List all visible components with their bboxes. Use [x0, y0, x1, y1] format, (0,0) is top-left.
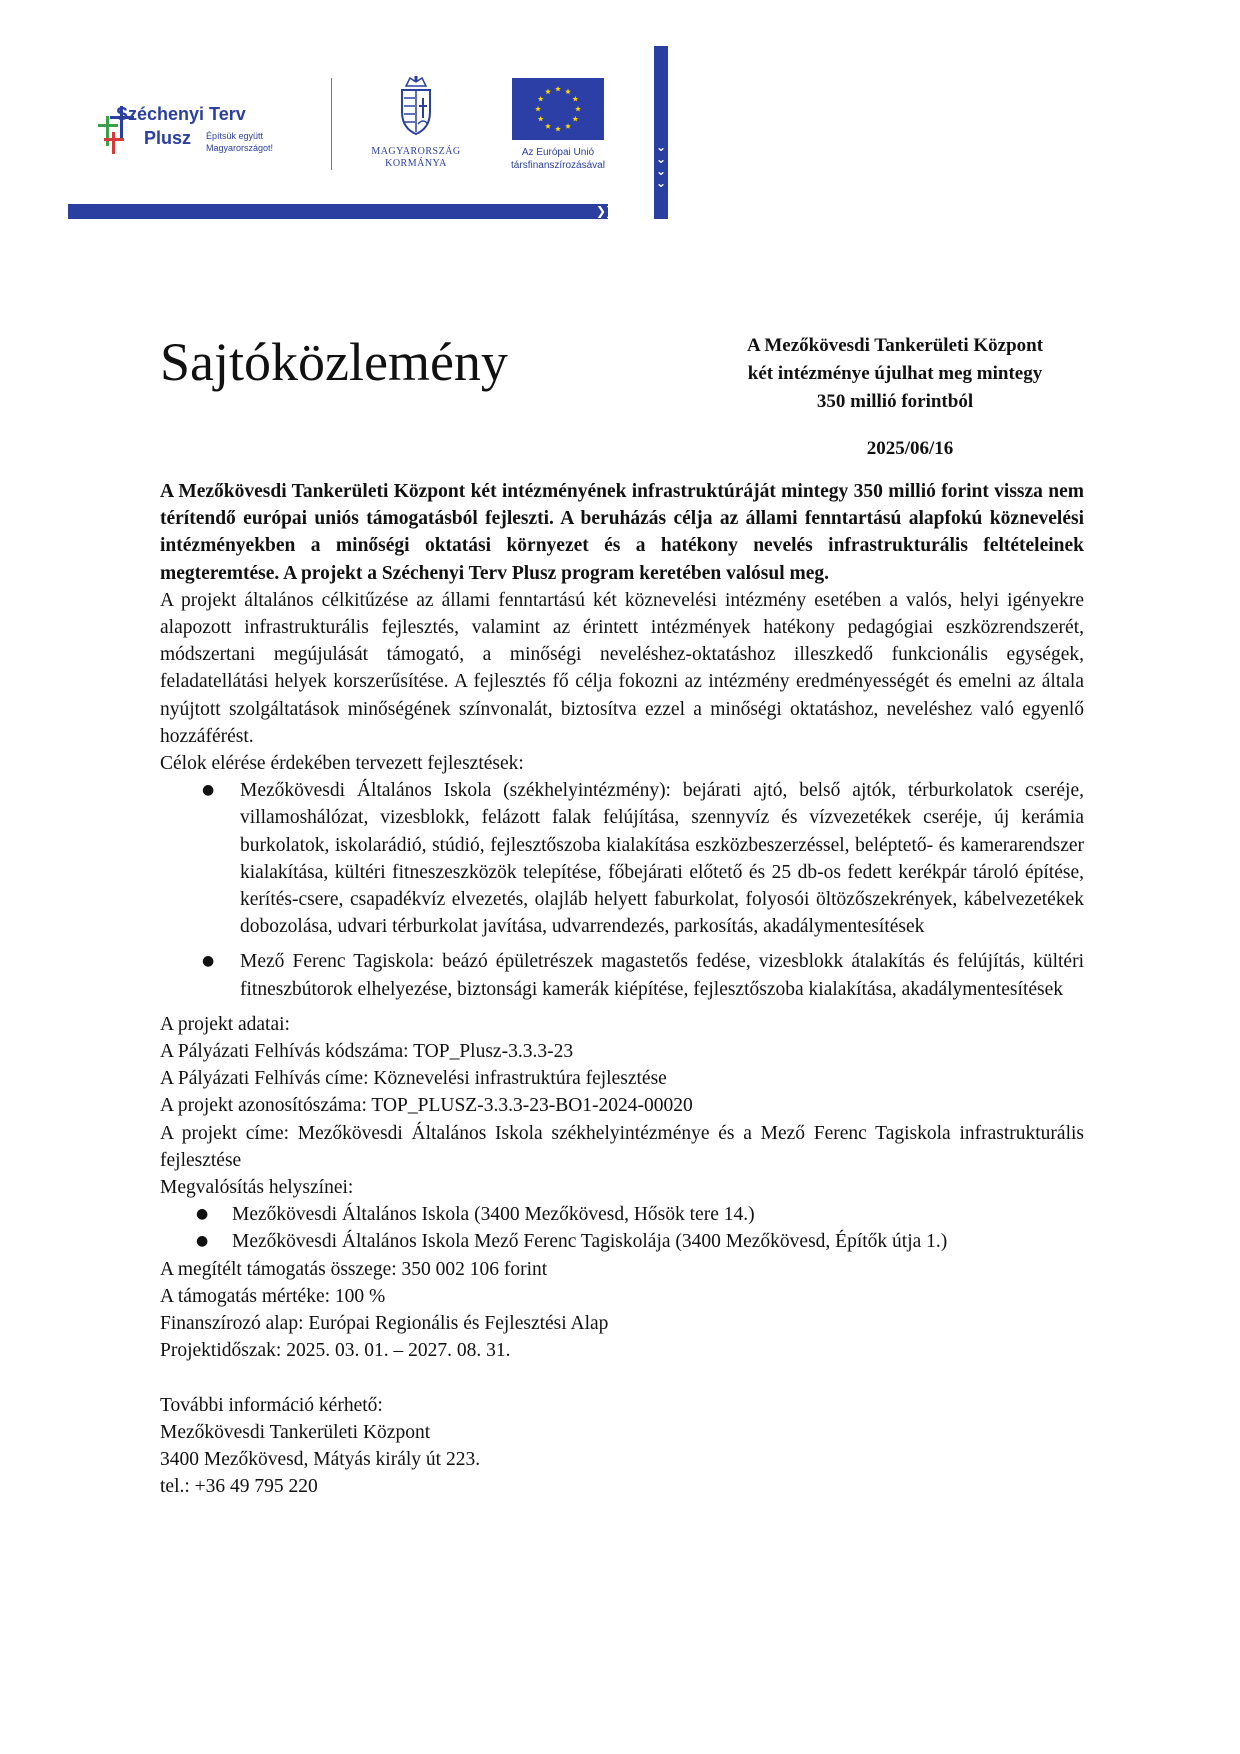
- bullet-icon: ●: [196, 1206, 209, 1223]
- government-line-2: KORMÁNYA: [385, 158, 447, 169]
- banner-right-bar: [654, 46, 668, 219]
- szechenyi-plus: Plusz: [144, 128, 192, 148]
- document-title: Sajtóközlemény: [160, 332, 508, 392]
- headline: [700, 332, 1090, 416]
- list-item: [196, 1228, 1084, 1255]
- publication-date: 2025/06/16: [866, 438, 954, 459]
- government-name: [354, 146, 478, 170]
- lead-paragraph: A Mezőkövesdi Tankerületi Központ két intézményének infrastruktúráját mintegy 350 millió forint vissza nem térítendő európai uniós támogatásból fejleszti. A beruházás célja az állami fenntartású alapfokú köznevelési intézményekben a minőségi oktatási környezet és a hatékony nevelés infrastrukturális feltételeinek megteremtése. A projekt a Széchenyi Terv Plusz program keretében valósul meg.: [160, 481, 1084, 584]
- contact-address: 3400 Mezőkövesd, Mátyás király út 223.: [160, 1448, 481, 1470]
- slogan-line-2: Magyarországot!: [206, 143, 274, 153]
- goal-text: Mező Ferenc Tagiskola: beázó épületrészek magastetős fedése, vizesblokk átalakítás és felújítás, kültéri fitneszbútorok elhelyezése, biztonsági kamerák kiépítése, fejlesztőszoba kialakítása, akadálymentesítések: [240, 951, 1084, 1000]
- banner-bottom-bar: [68, 204, 608, 219]
- headline-line-2: két intézménye újulhat meg mintegy: [747, 363, 1043, 384]
- goals-list: [160, 777, 1084, 1003]
- szechenyi-slogan: [206, 130, 273, 154]
- eu-line-1: Az Európai Unió: [521, 147, 595, 158]
- location-text: Mezőkövesdi Általános Iskola (3400 Mezőkövesd, Hősök tere 14.): [232, 1204, 755, 1226]
- contact-heading: További információ kérhető:: [160, 1394, 383, 1416]
- objective-paragraph: A projekt általános célkitűzése az állami fenntartású két köznevelési intézmény esetében a valós, helyi igényekre alapozott infrastrukturális fejlesztés, valamint az érintett intézmények hatékony pedagógiai eszközrendszerét, módszertani megújulását támogató, a minőségi neveléshez-oktatáshoz illeszkedő funkcionális egységek, feladatellátási helyek korszerűsítése. A fejlesztés fő célja fokozni az intézmény eredményességét és emelni az általa nyújtott szolgáltatások minőségének színvonalát, biztosítva ezzel a minőségi oktatáshoz, neveléshez való egyenlő hozzáférést.: [160, 589, 1084, 747]
- eu-cofinance-text: [488, 146, 628, 172]
- goal-text: Mezőkövesdi Általános Iskola (székhelyintézmény): bejárati ajtó, belső ajtók, térburkolatok cseréje, villamoshálózat, vizesblokk, felázott falak felújítása, szennyvíz és vízvezetékek cseréje, új kerámia burkolatok, iskolarádió, stúdió, fejlesztőszoba kialakítása eszközbeszerzéssel, beléptető- és kamerarendszer kialakítása, kültéri fitneszeszközök telepítése, főbejárati előtető és 25 db-os fedett kerékpár tároló építése, kerítés-csere, csapadékvíz elvezetés, olajláb helyett faburkolat, folyosói öltözőszekrények, kábelvezetékek dobozolása, udvari térburkolat javítása, udvarrendezés, parkosítás, akadálymentesítések: [240, 780, 1084, 938]
- location-text: Mezőkövesdi Általános Iskola Mező Ferenc Tagiskolája (3400 Mezőkövesd, Építők útja 1.): [232, 1231, 948, 1253]
- chevron-right-icon: ❯❯❯❯: [596, 204, 633, 218]
- contact-org: Mezőkövesdi Tankerületi Központ: [160, 1421, 431, 1443]
- government-line-1: MAGYARORSZÁG: [371, 146, 461, 157]
- chevron-down-icon: ⌄ ⌄ ⌄ ⌄: [655, 140, 667, 190]
- project-title: A projekt címe: Mezőkövesdi Általános Iskola székhelyintézménye és a Mező Ferenc Tagiskola infrastrukturális fejlesztése: [160, 1122, 1084, 1171]
- project-heading: A projekt adatai:: [160, 1013, 290, 1035]
- headline-line-3: 350 millió forintból: [816, 391, 974, 412]
- coat-of-arms-icon: [398, 76, 434, 136]
- locations-heading: Megvalósítás helyszínei:: [160, 1177, 354, 1199]
- contact-phone: tel.: +36 49 795 220: [160, 1476, 318, 1498]
- bullet-icon: ●: [202, 782, 215, 799]
- bullet-icon: ●: [202, 953, 215, 970]
- list-item: [202, 777, 1084, 940]
- project-id: A projekt azonosítószáma: TOP_PLUSZ-3.3.3-23-BO1-2024-00020: [160, 1095, 693, 1117]
- support-amount: A megítélt támogatás összege: 350 002 106 forint: [160, 1258, 548, 1280]
- spacer: [160, 1365, 1084, 1392]
- project-period: Projektidőszak: 2025. 03. 01. – 2027. 08. 31.: [160, 1340, 511, 1362]
- call-title: A Pályázati Felhívás címe: Köznevelési infrastruktúra fejlesztése: [160, 1068, 667, 1090]
- header-banner: [68, 46, 668, 222]
- list-item: [202, 948, 1084, 1002]
- slogan-line-1: Építsük együtt: [206, 131, 264, 141]
- szechenyi-title: Széchenyi Terv: [116, 104, 246, 124]
- headline-line-1: A Mezőkövesdi Tankerületi Központ: [746, 335, 1044, 356]
- locations-list: [160, 1201, 1084, 1255]
- list-item: [196, 1201, 1084, 1228]
- funding-source: Finanszírozó alap: Európai Regionális és Fejlesztési Alap: [160, 1313, 609, 1335]
- bullet-icon: ●: [196, 1233, 209, 1250]
- goals-intro: Célok elérése érdekében tervezett fejlesztések:: [160, 753, 524, 775]
- support-rate: A támogatás mértéke: 100 %: [160, 1285, 386, 1307]
- eu-line-2: társfinanszírozásával: [511, 160, 605, 171]
- logo-divider: [331, 78, 332, 170]
- document-body: [160, 478, 1084, 1500]
- eu-flag-icon: [512, 78, 604, 140]
- call-code: A Pályázati Felhívás kódszáma: TOP_Plusz-3.3.3-23: [160, 1041, 574, 1063]
